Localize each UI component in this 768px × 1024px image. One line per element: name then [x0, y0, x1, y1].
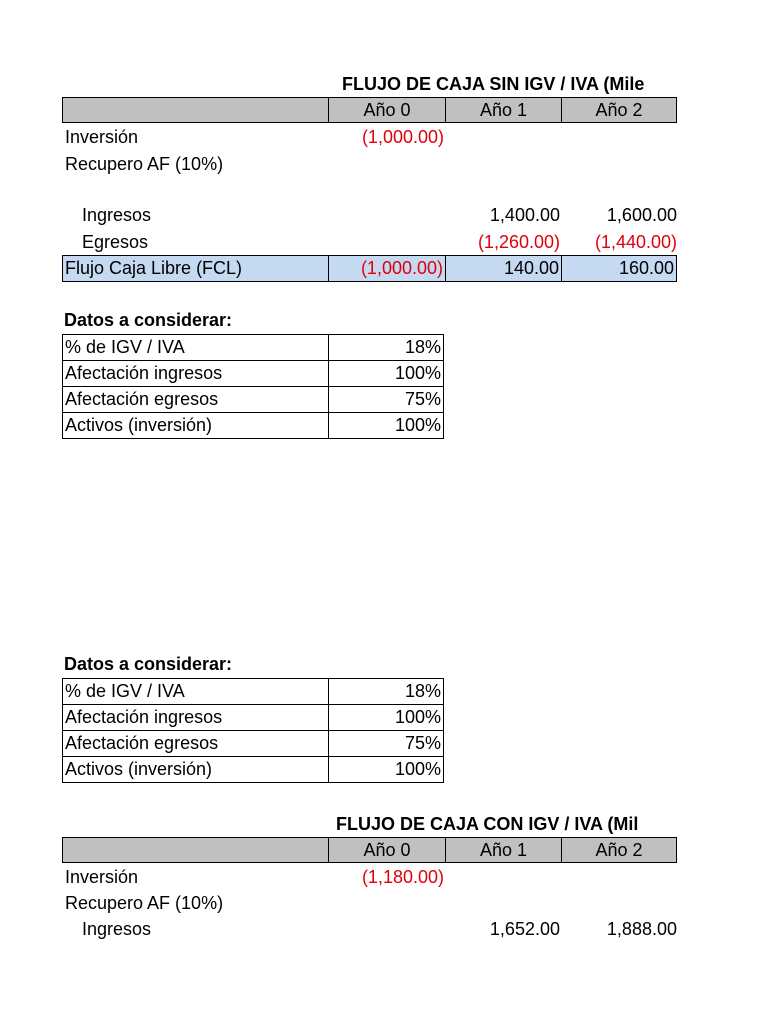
table-row — [63, 757, 444, 783]
inversion-con-label: Inversión — [65, 867, 139, 887]
ingresos-con-label: Ingresos — [82, 919, 152, 939]
fcl-label: Flujo Caja Libre (FCL) — [65, 258, 243, 278]
datos-2-value: 75% — [329, 731, 444, 757]
flujo-sin-header-row — [62, 97, 677, 123]
egresos-row — [0, 229, 768, 255]
datos-1-value: 18% — [329, 335, 444, 361]
egresos-anio-2: (1,440.00) — [594, 232, 677, 252]
table-row — [63, 335, 444, 361]
fcl-anio-0: (1,000.00) — [328, 256, 445, 281]
datos-2-label: Afectación ingresos — [63, 705, 329, 731]
ingresos-anio-2: 1,600.00 — [606, 205, 677, 225]
table-row — [63, 387, 444, 413]
datos-2-value: 100% — [329, 705, 444, 731]
inversion-con-anio-0: (1,180.00) — [361, 867, 444, 887]
egresos-label: Egresos — [82, 232, 149, 252]
header-anio-0: Año 0 — [328, 98, 445, 122]
datos-1-value: 100% — [329, 361, 444, 387]
header-anio-1: Año 1 — [445, 98, 561, 122]
recupero-label: Recupero AF (10%) — [65, 154, 224, 174]
datos-2-title: Datos a considerar: — [64, 654, 233, 674]
inversion-con-row — [0, 864, 768, 890]
datos-1-title: Datos a considerar: — [64, 310, 233, 330]
datos-1-value: 100% — [329, 413, 444, 439]
datos-1-table — [62, 334, 444, 439]
datos-2-value: 18% — [329, 679, 444, 705]
header-anio-1: Año 1 — [445, 838, 561, 862]
fcl-anio-2: 160.00 — [561, 256, 676, 281]
datos-2-table — [62, 678, 444, 783]
recupero-row — [0, 151, 768, 177]
fcl-anio-1: 140.00 — [445, 256, 561, 281]
flujo-con-header-row — [62, 837, 677, 863]
ingresos-anio-1: 1,400.00 — [489, 205, 560, 225]
header-anio-0: Año 0 — [328, 838, 445, 862]
datos-1-label: Activos (inversión) — [63, 413, 329, 439]
datos-1-value: 75% — [329, 387, 444, 413]
fcl-row — [62, 255, 677, 282]
table-row — [63, 731, 444, 757]
inversion-row — [0, 124, 768, 150]
table-row — [63, 679, 444, 705]
flujo-con-title: FLUJO DE CAJA CON IGV / IVA (Mil — [336, 814, 639, 834]
datos-2-label: Activos (inversión) — [63, 757, 329, 783]
datos-1-label: % de IGV / IVA — [63, 335, 329, 361]
header-anio-2: Año 2 — [561, 838, 676, 862]
datos-2-label: % de IGV / IVA — [63, 679, 329, 705]
ingresos-row — [0, 202, 768, 228]
header-anio-2: Año 2 — [561, 98, 676, 122]
inversion-anio-0: (1,000.00) — [361, 127, 444, 147]
table-row — [63, 705, 444, 731]
recupero-con-label: Recupero AF (10%) — [65, 893, 224, 913]
ingresos-con-anio-1: 1,652.00 — [489, 919, 560, 939]
table-row — [63, 361, 444, 387]
flujo-sin-title: FLUJO DE CAJA SIN IGV / IVA (Mile — [342, 74, 645, 94]
table-row — [63, 413, 444, 439]
ingresos-con-row — [0, 916, 768, 942]
egresos-anio-1: (1,260.00) — [477, 232, 560, 252]
datos-2-value: 100% — [329, 757, 444, 783]
datos-1-label: Afectación egresos — [63, 387, 329, 413]
datos-2-label: Afectación egresos — [63, 731, 329, 757]
recupero-con-row — [0, 890, 768, 916]
datos-1-label: Afectación ingresos — [63, 361, 329, 387]
ingresos-con-anio-2: 1,888.00 — [606, 919, 677, 939]
ingresos-label: Ingresos — [82, 205, 152, 225]
inversion-label: Inversión — [65, 127, 139, 147]
